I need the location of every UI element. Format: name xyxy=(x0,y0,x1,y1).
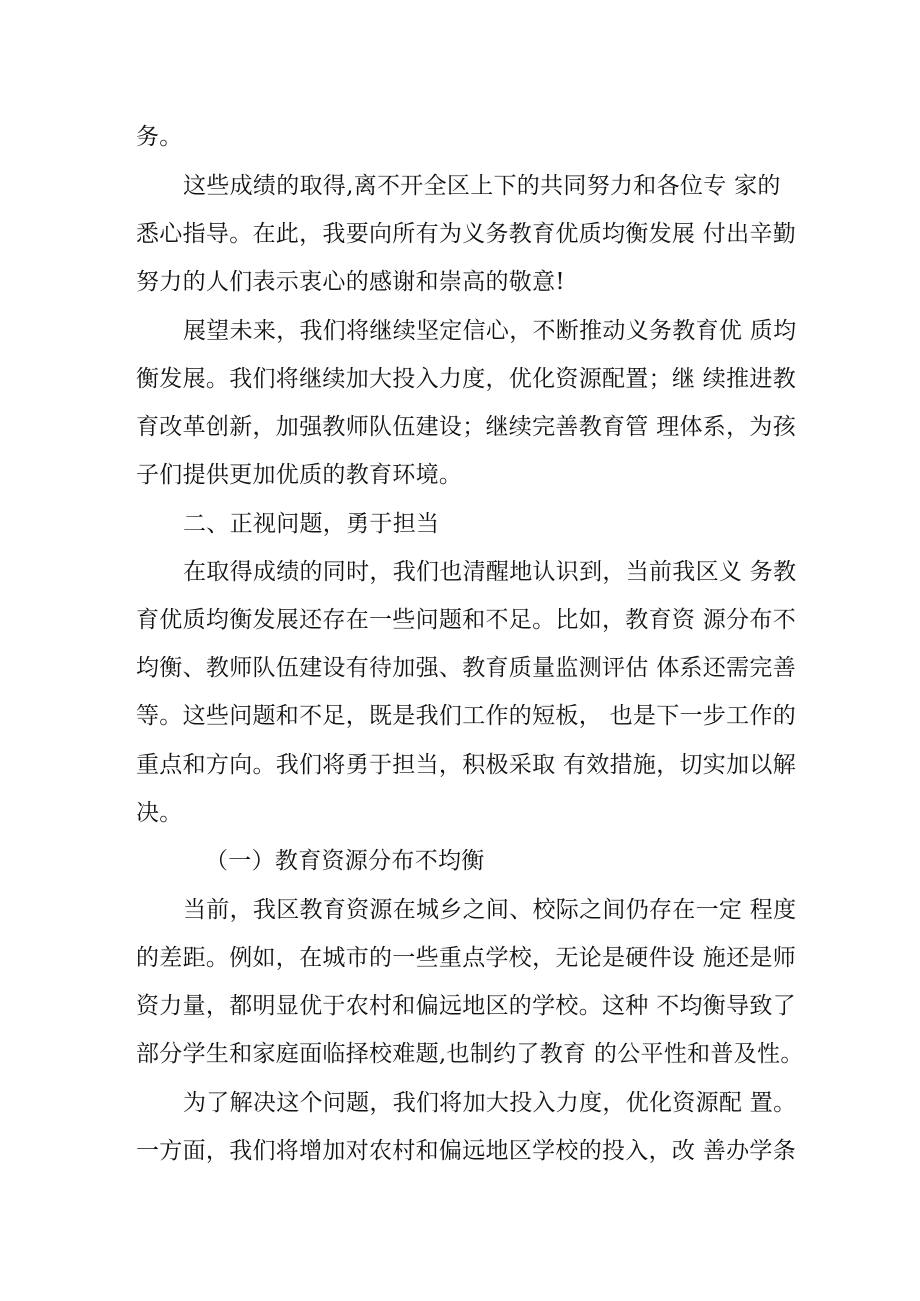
text-line-11: 育优质均衡发展还存在一些问题和不足。比如，教育资 源分布不 xyxy=(136,607,797,633)
text-line-1: 务。 xyxy=(136,124,183,150)
section-heading: 二、正视问题，勇于担当 xyxy=(183,511,440,537)
paragraph-line-21: 为了解决这个问题，我们将加大投入力度，优化资源配 置。 xyxy=(183,1090,797,1116)
text-line-14: 重点和方向。我们将勇于担当，积极采取 有效措施，切实加以解 xyxy=(136,752,797,778)
paragraph-line-2: 这些成绩的取得,离不开全区上下的共同努力和各位专 家的 xyxy=(183,173,781,199)
text-line-22: 一方面，我们将增加对农村和偏远地区学校的投入，改 善办学条 xyxy=(136,1138,797,1164)
text-line-7: 育改革创新，加强教师队伍建设；继续完善教育管 理体系，为孩 xyxy=(136,414,797,440)
subsection-heading: （一）教育资源分布不均衡 xyxy=(205,848,485,874)
text-line-12: 均衡、教师队伍建设有待加强、教育质量监测评估 体系还需完善 xyxy=(136,655,797,681)
text-line-15: 决。 xyxy=(136,800,183,826)
text-line-18: 的差距。例如，在城市的一些重点学校，无论是硬件设 施还是师 xyxy=(136,945,797,971)
text-line-19: 资力量，都明显优于农村和偏远地区的学校。这种 不均衡导致了 xyxy=(136,993,797,1019)
text-line-6: 衡发展。我们将继续加大投入力度，优化资源配置；继 续推进教 xyxy=(136,366,797,392)
paragraph-line-17: 当前，我区教育资源在城乡之间、校际之间仍存在一定 程度 xyxy=(183,897,797,923)
text-line-13: 等。这些问题和不足，既是我们工作的短板， 也是下一步工作的 xyxy=(136,703,797,729)
text-line-3: 悉心指导。在此，我要向所有为义务教育优质均衡发展 付出辛勤 xyxy=(136,221,797,247)
paragraph-line-10: 在取得成绩的同时，我们也清醒地认识到，当前我区义 务教 xyxy=(183,559,797,585)
text-line-4: 努力的人们表示衷心的感谢和崇高的敬意! xyxy=(136,269,565,295)
paragraph-line-5: 展望未来，我们将继续坚定信心，不断推动义务教育优 质均 xyxy=(183,318,797,344)
text-line-20: 部分学生和家庭面临择校难题,也制约了教育 的公平性和普及性。 xyxy=(136,1041,804,1067)
text-line-8: 子们提供更加优质的教育环境。 xyxy=(136,462,463,488)
